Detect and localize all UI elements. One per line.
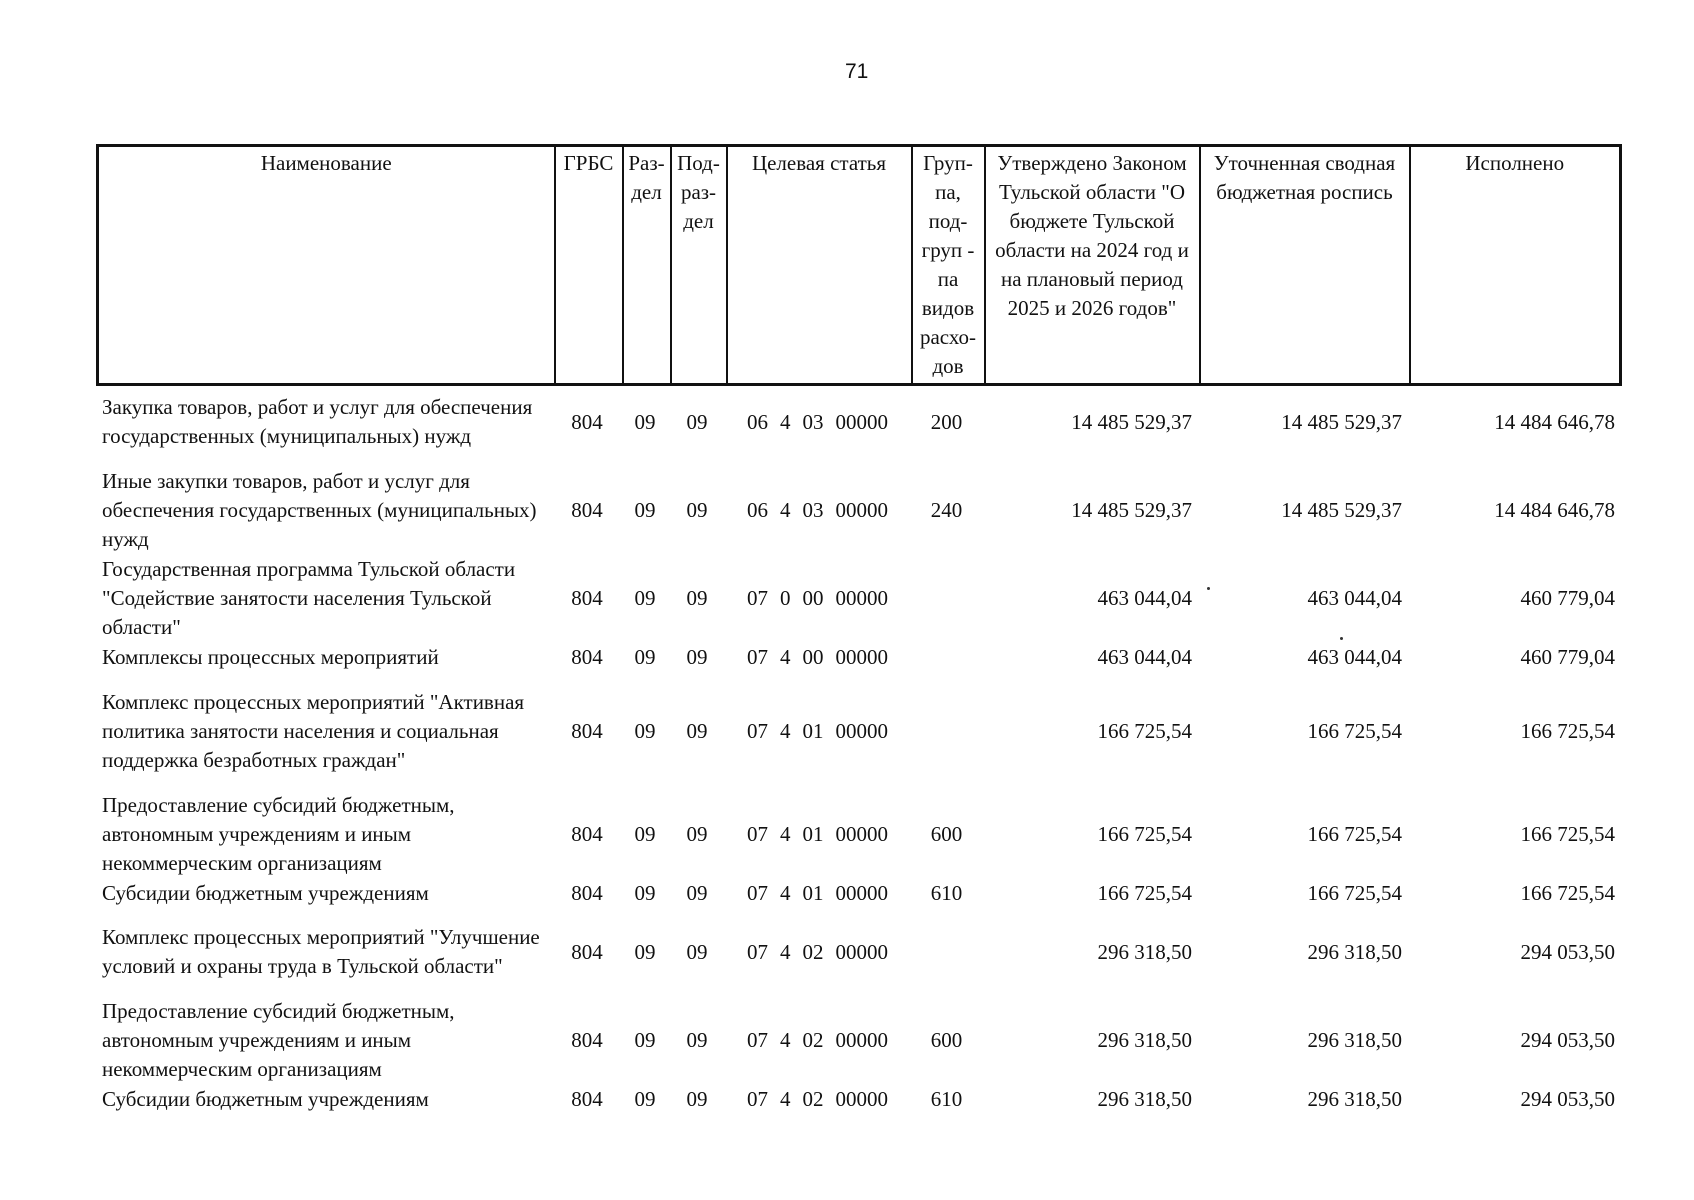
row-grbs: 804	[571, 939, 603, 964]
row-executed: 294 053,50	[1520, 1086, 1615, 1111]
target-type: 4	[780, 880, 791, 905]
target-direction: 00000	[835, 821, 888, 846]
table-row	[96, 642, 1619, 672]
row-podrazdel: 09	[686, 644, 708, 669]
header-target: Целевая статья	[727, 146, 912, 385]
target-direction: 00000	[835, 409, 888, 434]
row-executed: 166 725,54	[1520, 880, 1615, 905]
table-row	[96, 466, 1619, 554]
row-target	[725, 408, 910, 437]
row-refined: 14 485 529,37	[1281, 497, 1402, 522]
target-direction: 00000	[835, 585, 888, 610]
target-type: 4	[780, 718, 791, 743]
row-grbs: 804	[571, 880, 603, 905]
target-type: 4	[780, 644, 791, 669]
row-grbs: 804	[571, 585, 603, 610]
row-name: Комплекс процессных мероприятий "Улучшение условий и охраны труда в Тульской области"	[102, 925, 540, 978]
row-group: 600	[930, 821, 963, 846]
target-direction: 00000	[835, 718, 888, 743]
row-grbs: 804	[571, 821, 603, 846]
row-refined: 14 485 529,37	[1281, 409, 1402, 434]
target-type: 4	[780, 409, 791, 434]
target-program: 07	[747, 585, 768, 610]
target-type: 4	[780, 821, 791, 846]
row-refined: 296 318,50	[1307, 939, 1402, 964]
target-program: 06	[747, 497, 768, 522]
target-direction: 00000	[835, 939, 888, 964]
row-target	[725, 496, 910, 525]
target-subprogram: 01	[802, 718, 824, 743]
target-type: 4	[780, 939, 791, 964]
target-program: 07	[747, 939, 768, 964]
target-subprogram: 02	[802, 1027, 824, 1052]
row-group: 600	[930, 1027, 963, 1052]
table-header	[96, 144, 1622, 386]
header-razdel: Раз- дел	[623, 146, 671, 385]
target-type: 0	[780, 585, 791, 610]
row-name: Субсидии бюджетным учреждениям	[102, 880, 429, 905]
row-approved: 296 318,50	[1097, 1086, 1192, 1111]
table-row	[96, 790, 1619, 878]
row-group: 240	[930, 497, 963, 522]
table-row	[96, 672, 1619, 790]
row-grbs: 804	[571, 497, 603, 522]
row-refined: 296 318,50	[1307, 1027, 1402, 1052]
row-razdel: 09	[634, 718, 656, 743]
table-row	[96, 554, 1619, 642]
target-direction: 00000	[835, 1086, 888, 1111]
row-approved: 296 318,50	[1097, 1027, 1192, 1052]
target-subprogram: 00	[802, 585, 824, 610]
row-podrazdel: 09	[686, 497, 708, 522]
row-executed: 294 053,50	[1520, 1027, 1615, 1052]
target-subprogram: 02	[802, 1086, 824, 1111]
row-razdel: 09	[634, 585, 656, 610]
row-refined: 463 044,04	[1307, 585, 1402, 610]
table-row	[96, 996, 1619, 1084]
row-podrazdel: 09	[686, 1086, 708, 1111]
row-name: Государственная программа Тульской области "Содействие занятости населения Тульской области"	[102, 556, 516, 639]
header-group: Груп- па, под- груп - па видов расхо- дов	[912, 146, 985, 385]
row-grbs: 804	[571, 1086, 603, 1111]
table-row	[96, 1084, 1619, 1114]
row-approved: 296 318,50	[1097, 939, 1192, 964]
scan-speck	[1340, 637, 1343, 640]
row-razdel: 09	[634, 497, 656, 522]
row-razdel: 09	[634, 409, 656, 434]
row-approved: 14 485 529,37	[1071, 409, 1192, 434]
target-program: 07	[747, 1027, 768, 1052]
target-type: 4	[780, 1086, 791, 1111]
target-subprogram: 01	[802, 880, 824, 905]
row-approved: 463 044,04	[1097, 644, 1192, 669]
header-podrazdel: Под- раз- дел	[671, 146, 727, 385]
row-grbs: 804	[571, 1027, 603, 1052]
row-name: Комплексы процессных мероприятий	[102, 644, 439, 669]
target-subprogram: 03	[802, 497, 824, 522]
target-type: 4	[780, 497, 791, 522]
target-direction: 00000	[835, 1027, 888, 1052]
row-grbs: 804	[571, 409, 603, 434]
row-target	[725, 1026, 910, 1055]
row-executed: 460 779,04	[1520, 585, 1615, 610]
row-group: 200	[930, 409, 963, 434]
row-podrazdel: 09	[686, 1027, 708, 1052]
row-executed: 460 779,04	[1520, 644, 1615, 669]
row-podrazdel: 09	[686, 585, 708, 610]
row-grbs: 804	[571, 644, 603, 669]
row-group: 610	[930, 880, 963, 905]
row-target	[725, 879, 910, 908]
row-refined: 166 725,54	[1307, 718, 1402, 743]
table-body	[96, 378, 1619, 1114]
table-row	[96, 378, 1619, 466]
target-subprogram: 00	[802, 644, 824, 669]
row-target	[725, 717, 910, 746]
row-executed: 166 725,54	[1520, 718, 1615, 743]
row-podrazdel: 09	[686, 409, 708, 434]
target-direction: 00000	[835, 644, 888, 669]
row-name: Иные закупки товаров, работ и услуг для обеспечения государственных (муниципальных) нужд	[102, 468, 537, 551]
target-direction: 00000	[835, 880, 888, 905]
header-executed: Исполнено	[1410, 146, 1621, 385]
row-target	[725, 1085, 910, 1114]
row-name: Комплекс процессных мероприятий "Активная политика занятости населения и социальная поддержка безработных граждан"	[102, 689, 525, 772]
scan-speck	[1207, 587, 1210, 590]
header-name: Наименование	[260, 151, 392, 175]
row-razdel: 09	[634, 1086, 656, 1111]
row-refined: 296 318,50	[1307, 1086, 1402, 1111]
table-row	[96, 878, 1619, 908]
table-row	[96, 908, 1619, 996]
row-executed: 166 725,54	[1520, 821, 1615, 846]
row-razdel: 09	[634, 939, 656, 964]
row-podrazdel: 09	[686, 718, 708, 743]
row-name: Предоставление субсидий бюджетным, автономным учреждениям и иным некоммерческим организациям	[102, 792, 455, 875]
row-podrazdel: 09	[686, 880, 708, 905]
row-name: Субсидии бюджетным учреждениям	[102, 1086, 429, 1111]
row-razdel: 09	[634, 644, 656, 669]
row-refined: 463 044,04	[1307, 644, 1402, 669]
row-razdel: 09	[634, 1027, 656, 1052]
target-program: 07	[747, 880, 768, 905]
row-group: 610	[930, 1086, 963, 1111]
header-refined: Уточненная сводная бюджетная роспись	[1200, 146, 1410, 385]
row-target	[725, 820, 910, 849]
page-number: 71	[845, 60, 869, 83]
target-program: 07	[747, 821, 768, 846]
row-executed: 14 484 646,78	[1494, 409, 1615, 434]
target-direction: 00000	[835, 497, 888, 522]
row-refined: 166 725,54	[1307, 880, 1402, 905]
row-razdel: 09	[634, 821, 656, 846]
row-name: Предоставление субсидий бюджетным, автономным учреждениям и иным некоммерческим организациям	[102, 998, 455, 1081]
row-executed: 14 484 646,78	[1494, 497, 1615, 522]
row-approved: 166 725,54	[1097, 821, 1192, 846]
header-grbs: ГРБС	[555, 146, 623, 385]
row-razdel: 09	[634, 880, 656, 905]
header-approved: Утверждено Законом Тульской области "О бюджете Тульской области на 2024 год и на плановый период 2025 и 2026 годов"	[985, 146, 1200, 385]
row-target	[725, 584, 910, 613]
row-executed: 294 053,50	[1520, 939, 1615, 964]
target-program: 07	[747, 1086, 768, 1111]
target-program: 07	[747, 718, 768, 743]
target-type: 4	[780, 1027, 791, 1052]
row-target	[725, 938, 910, 967]
row-name: Закупка товаров, работ и услуг для обеспечения государственных (муниципальных) нужд	[102, 395, 533, 448]
row-podrazdel: 09	[686, 939, 708, 964]
row-podrazdel: 09	[686, 821, 708, 846]
row-grbs: 804	[571, 718, 603, 743]
target-program: 06	[747, 409, 768, 434]
row-approved: 166 725,54	[1097, 880, 1192, 905]
target-program: 07	[747, 644, 768, 669]
target-subprogram: 01	[802, 821, 824, 846]
row-approved: 166 725,54	[1097, 718, 1192, 743]
row-approved: 463 044,04	[1097, 585, 1192, 610]
row-target	[725, 643, 910, 672]
row-approved: 14 485 529,37	[1071, 497, 1192, 522]
row-refined: 166 725,54	[1307, 821, 1402, 846]
target-subprogram: 03	[802, 409, 824, 434]
target-subprogram: 02	[802, 939, 824, 964]
